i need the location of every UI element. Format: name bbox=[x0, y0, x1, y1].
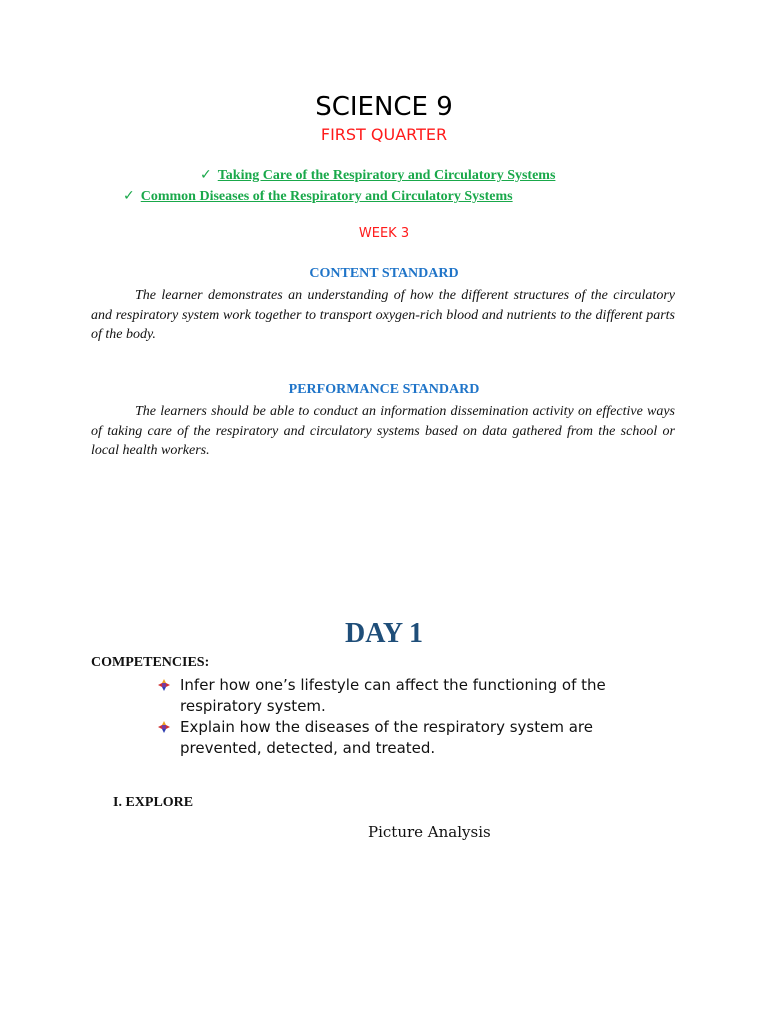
content-standard-heading: CONTENT STANDARD bbox=[309, 266, 459, 281]
content-standard-text: The learner demonstrates an understanding of how the different structures of the circulatory and respiratory system work together to transport oxygen-rich blood and nutrients to the different parts of the body. bbox=[91, 288, 675, 342]
topic-item bbox=[200, 167, 555, 184]
explore-section-label: I. EXPLORE bbox=[113, 795, 194, 810]
performance-standard-heading: PERFORMANCE STANDARD bbox=[288, 382, 480, 397]
check-mark-icon: ✓ bbox=[123, 188, 135, 204]
day-heading: DAY 1 bbox=[344, 618, 424, 649]
topic-label: Taking Care of the Respiratory and Circulatory Systems bbox=[217, 168, 556, 183]
competency-text: Explain how the diseases of the respiratory system are prevented, detected, and treated. bbox=[180, 718, 593, 757]
topic-label: Common Diseases of the Respiratory and Circulatory Systems bbox=[140, 189, 513, 204]
four-point-arrow-bullet-icon bbox=[158, 721, 170, 733]
activity-title: Picture Analysis bbox=[368, 823, 491, 841]
performance-standard-text: The learners should be able to conduct an information dissemination activity on effective ways of taking care of the respiratory and circulatory systems based on data gathered from the school or local health workers. bbox=[91, 404, 675, 458]
page-title: SCIENCE 9 bbox=[315, 92, 453, 122]
competency-text: Infer how one’s lifestyle can affect the functioning of the respiratory system. bbox=[180, 676, 606, 715]
week-label: WEEK 3 bbox=[358, 226, 410, 241]
four-point-arrow-bullet-icon bbox=[158, 679, 170, 691]
competencies-label: COMPETENCIES: bbox=[91, 655, 210, 670]
quarter-subtitle: FIRST QUARTER bbox=[320, 125, 448, 144]
check-mark-icon: ✓ bbox=[200, 167, 212, 183]
topic-item bbox=[123, 188, 513, 205]
